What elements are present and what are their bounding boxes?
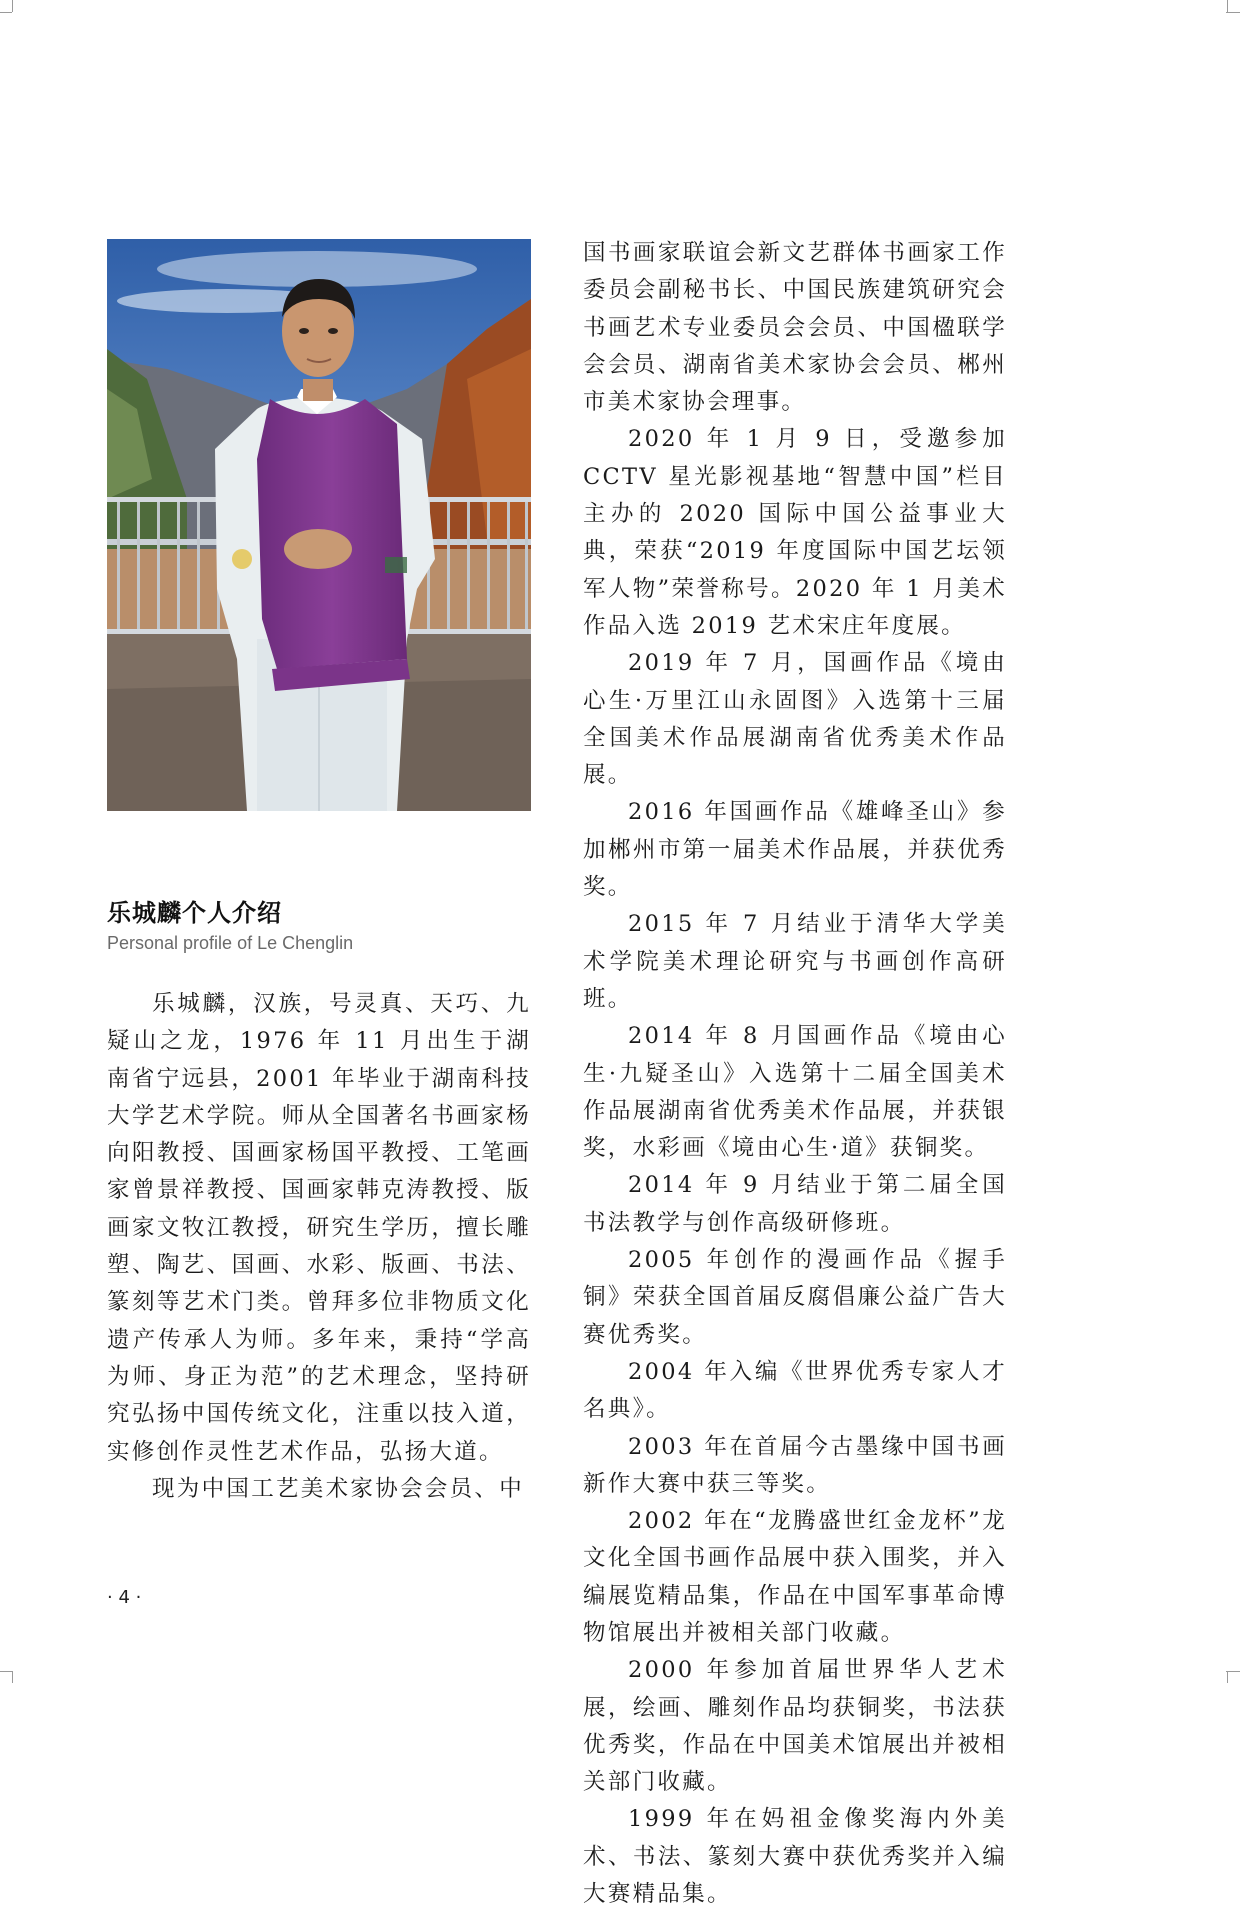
- paragraph: 2000 年参加首届世界华人艺术展，绘画、雕刻作品均获铜奖，书法获优秀奖，作品在中国美术馆展出并被相关部门收藏。: [583, 1657, 1007, 1796]
- paragraph: 2014 年 8 月国画作品《境由心生·九疑圣山》入选第十二届全国美术作品展湖南省优秀美术作品展，并获银奖，水彩画《境由心生·道》获铜奖。: [583, 1023, 1007, 1162]
- crop-mark-top-right: [1227, 0, 1228, 12]
- paragraph: 2004 年入编《世界优秀专家人才名典》。: [583, 1358, 1007, 1423]
- crop-mark-bottom-left: [0, 1671, 12, 1672]
- paragraph: 2016 年国画作品《雄峰圣山》参加郴州市第一届美术作品展，并获优秀奖。: [583, 799, 1007, 901]
- paragraph: 2014 年 9 月结业于第二届全国书法教学与创作高级研修班。: [583, 1172, 1007, 1236]
- paragraph: 2020 年 1 月 9 日，受邀参加 CCTV 星光影视基地“智慧中国”栏目主办的 2020 国际中国公益事业大典，荣获“2019 年度国际中国艺坛领军人物”荣誉称号。2020 年 1 月美术作品入选 2019 艺术宋庄年度展。: [583, 426, 1007, 639]
- crop-mark-top-left: [12, 0, 13, 12]
- left-text-column: [107, 986, 531, 1508]
- paragraph: 2003 年在首届今古墨缘中国书画新作大赛中获三等奖。: [583, 1433, 1007, 1497]
- paragraph: 乐城麟，汉族，号灵真、天巧、九疑山之龙，1976 年 11 月出生于湖南省宁远县，2001 年毕业于湖南科技大学艺术学院。师从全国著名书画家杨向阳教授、国画家杨国平教授、工笔画家曾景祥教授、国画家韩克涛教授、版画家文牧江教授，研究生学历，擅长雕塑、陶艺、国画、水彩、版画、书法、篆刻等艺术门类。曾拜多位非物质文化遗产传承人为师。多年来，秉持“学高为师、身正为范”的艺术理念，坚持研究弘扬中国传统文化，注重以技入道，实修创作灵性艺术作品，弘扬大道。: [107, 991, 531, 1465]
- paragraph: 现为中国工艺美术家协会会员、中: [152, 1475, 525, 1502]
- crop-mark-top-left: [0, 12, 12, 13]
- paragraph: 2002 年在“龙腾盛世红金龙杯”龙文化全国书画作品展中获入围奖，并入编展览精品集，作品在中国军事革命博物馆展出并被相关部门收藏。: [583, 1508, 1007, 1646]
- right-text-column: [583, 235, 1007, 1913]
- paragraph: 2005 年创作的漫画作品《握手铜》荣获全国首届反腐倡廉公益广告大赛优秀奖。: [583, 1247, 1007, 1348]
- crop-mark-bottom-right: [1226, 1671, 1240, 1672]
- crop-mark-top-right: [1226, 12, 1240, 13]
- paragraph: 2015 年 7 月结业于清华大学美术学院美术理论研究与书画创作高研班。: [583, 911, 1007, 1012]
- crop-mark-bottom-left: [12, 1671, 13, 1683]
- paragraph: 1999 年在妈祖金像奖海内外美术、书法、篆刻大赛中获优秀奖并入编大赛精品集。: [583, 1806, 1007, 1908]
- crop-mark-bottom-right: [1227, 1671, 1228, 1683]
- profile-title: 乐城麟个人介绍: [107, 899, 282, 927]
- portrait-photo: [107, 239, 531, 811]
- paragraph: 2019 年 7 月，国画作品《境由心生·万里江山永固图》入选第十三届全国美术作品展湖南省优秀美术作品展。: [583, 650, 1007, 789]
- profile-subtitle: Personal profile of Le Chenglin: [107, 933, 354, 953]
- page-number: · 4 ·: [107, 1587, 142, 1608]
- paragraph-continuation: 国书画家联谊会新文艺群体书画家工作委员会副秘书长、中国民族建筑研究会书画艺术专业委员会会员、中国楹联学会会员、湖南省美术家协会会员、郴州市美术家协会理事。: [583, 240, 1007, 416]
